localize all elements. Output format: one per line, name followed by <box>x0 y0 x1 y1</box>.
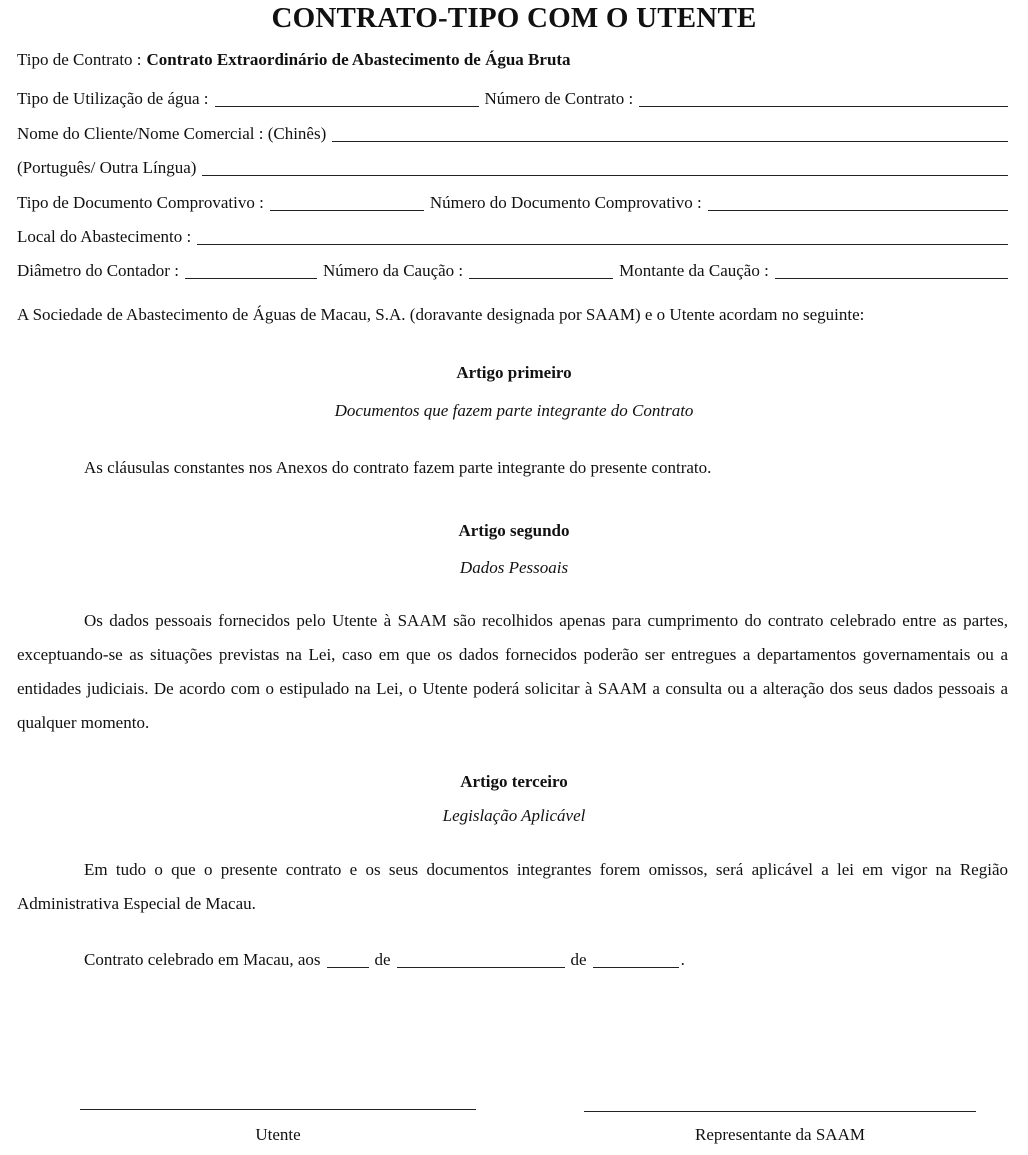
utente-signature-label: Utente <box>255 1125 301 1144</box>
closing-prefix: Contrato celebrado em Macau, aos <box>84 950 321 969</box>
doc-type-field[interactable] <box>270 194 424 211</box>
closing-year-field[interactable] <box>593 951 679 968</box>
closing-end: . <box>680 950 685 969</box>
saam-signature-label: Representante da SAAM <box>695 1125 865 1144</box>
client-name-other-field[interactable] <box>202 159 1008 176</box>
closing-month-field[interactable] <box>397 951 565 968</box>
doc-type-label: Tipo de Documento Comprovativo : <box>17 193 264 212</box>
meter-diameter-label: Diâmetro do Contador : <box>17 261 179 280</box>
contract-type-row <box>17 50 1008 70</box>
article-3-body: Em tudo o que o presente contrato e os seus documentos integrantes forem omissos, será aplicável a lei em vigor na Região Administrativa Especial de Macau. <box>17 860 1008 913</box>
article-1-subtitle: Documentos que fazem parte integrante do Contrato <box>334 401 694 420</box>
document-title: CONTRATO-TIPO COM O UTENTE <box>271 2 757 34</box>
utente-signature-line[interactable] <box>80 1109 476 1110</box>
meter-deposit-row <box>17 261 1008 281</box>
intro-paragraph: A Sociedade de Abastecimento de Águas de Macau, S.A. (doravante designada por SAAM) e o Utente acordam no seguinte: <box>17 305 865 324</box>
client-name-chinese-field[interactable] <box>332 125 1008 142</box>
document-proof-row <box>17 193 1008 213</box>
client-name-chinese-label: Nome do Cliente/Nome Comercial : (Chinês) <box>17 124 327 143</box>
closing-day-field[interactable] <box>327 951 369 968</box>
article-3-heading: Artigo terceiro <box>460 772 568 791</box>
saam-signature-line[interactable] <box>584 1111 976 1112</box>
article-3-subtitle: Legislação Aplicável <box>442 806 586 825</box>
supply-location-label: Local do Abastecimento : <box>17 227 192 246</box>
deposit-amount-field[interactable] <box>775 262 1008 279</box>
deposit-amount-label: Montante da Caução : <box>619 261 769 280</box>
contract-type-value: Contrato Extraordinário de Abastecimento de Água Bruta <box>146 50 571 69</box>
article-2-subtitle: Dados Pessoais <box>459 558 569 577</box>
client-name-chinese-row <box>17 124 1008 144</box>
water-use-label: Tipo de Utilização de água : <box>17 89 209 108</box>
contract-number-field[interactable] <box>639 90 1008 107</box>
article-1-body: As cláusulas constantes nos Anexos do contrato fazem parte integrante do presente contrato. <box>84 458 712 477</box>
article-2-body: Os dados pessoais fornecidos pelo Utente à SAAM são recolhidos apenas para cumprimento do contrato celebrado entre as partes, exceptuando-se as situações previstas na Lei, caso em que os dados fornecidos poderão ser entregues a departamentos governamentais ou a entidades judiciais. De acordo com o estipulado na Lei, o Utente poderá solicitar à SAAM a consulta ou a alteração dos seus dados pessoais a qualquer momento. <box>17 611 1008 732</box>
closing-de-1: de <box>374 950 391 969</box>
deposit-number-label: Número da Caução : <box>322 261 464 280</box>
water-use-field[interactable] <box>215 90 479 107</box>
contract-type-label: Tipo de Contrato : <box>17 50 142 69</box>
water-use-row <box>17 89 1008 109</box>
client-name-other-label: (Português/ Outra Língua) <box>17 158 197 177</box>
deposit-number-field[interactable] <box>469 262 613 279</box>
doc-number-label: Número do Documento Comprovativo : <box>429 193 702 212</box>
article-2-heading: Artigo segundo <box>458 521 570 540</box>
client-name-other-row <box>17 158 1008 178</box>
meter-diameter-field[interactable] <box>185 262 317 279</box>
article-1-heading: Artigo primeiro <box>456 363 572 382</box>
supply-location-field[interactable] <box>197 228 1008 245</box>
closing-de-2: de <box>570 950 587 969</box>
contract-number-label: Número de Contrato : <box>484 89 634 108</box>
doc-number-field[interactable] <box>708 194 1008 211</box>
closing-row <box>84 950 1008 970</box>
supply-location-row <box>17 227 1008 247</box>
